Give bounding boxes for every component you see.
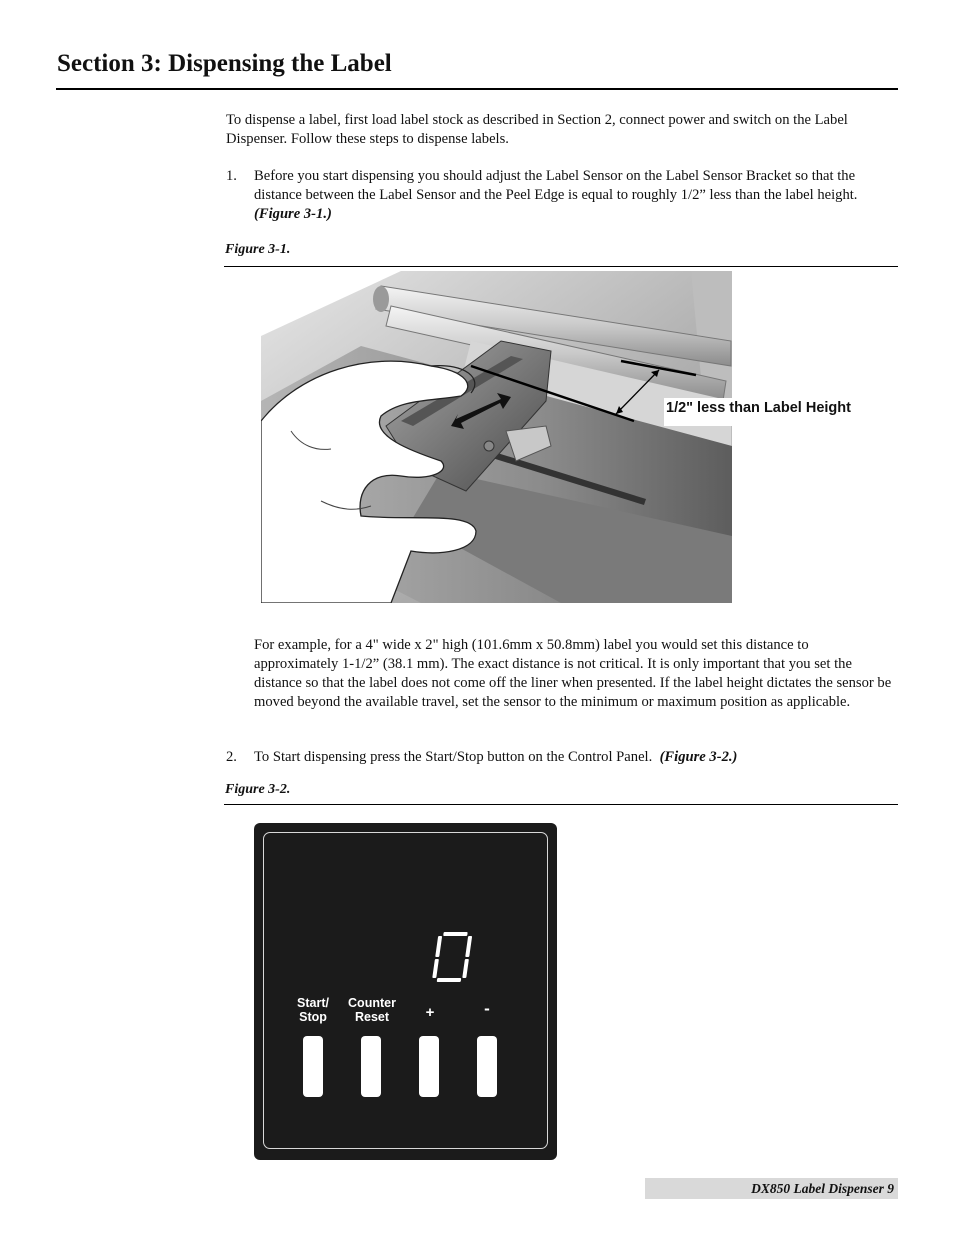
figure-1-rule <box>224 266 898 267</box>
start-stop-label <box>287 996 339 1024</box>
control-panel-bezel <box>263 832 548 1149</box>
plus-button[interactable] <box>419 1036 439 1097</box>
intro-paragraph: To dispense a label, first load label stock as described in Section 2, connect power and switch on the Label Dispenser. Follow these steps to dispense labels. <box>226 112 848 147</box>
counter-reset-label-line2: Reset <box>354 1010 390 1024</box>
minus-button[interactable] <box>477 1036 497 1097</box>
step-2-text <box>254 748 894 767</box>
section-title: Section 3: Dispensing the Label <box>57 50 392 77</box>
title-rule <box>56 88 898 90</box>
figure-1-label: Figure 3-1. <box>225 242 291 257</box>
figure-2-label: Figure 3-2. <box>225 782 291 797</box>
control-panel <box>254 823 557 1160</box>
example-paragraph: For example, for a 4" wide x 2" high (101.6mm x 50.8mm) label you would set this distance to approximately 1-1/2” (38.1 mm). The exact distance is not critical. It is only important that you set the distance so that the label does not come off the liner when presented. If the label height dictates the sensor be moved beyond the available travel, set the sensor to the minimum or maximum position as applicable. <box>254 637 892 710</box>
start-stop-label-line2: Stop <box>299 1010 327 1024</box>
counter-value: 0 <box>430 930 431 931</box>
step-1-text <box>254 167 894 224</box>
plus-label: + <box>425 1004 435 1021</box>
step-1-number: 1. <box>226 168 237 184</box>
counter-reset-label-line1: Counter <box>348 996 396 1010</box>
label-sensor-illustration <box>261 271 732 603</box>
page-footer: DX850 Label Dispenser 9 <box>645 1178 898 1199</box>
step-2-body: To Start dispensing press the Start/Stop button on the Control Panel. <box>254 749 653 765</box>
figure-2-rule <box>224 804 898 805</box>
figure-1-callout: 1/2" less than Label Height <box>664 398 872 426</box>
step-2-number: 2. <box>226 749 237 765</box>
minus-label: - <box>484 999 490 1018</box>
counter-display <box>430 930 476 984</box>
start-stop-label-line1: Start/ <box>297 996 329 1010</box>
counter-reset-button[interactable] <box>361 1036 381 1097</box>
step-1-body: Before you start dispensing you should adjust the Label Sensor on the Label Sensor Bracket so that the distance between the Label Sensor and the Peel Edge is equal to roughly 1/2” less than the label height. <box>254 168 858 203</box>
step-2-figure-ref[interactable]: (Figure 3-2.) <box>659 749 738 765</box>
step-1-figure-ref[interactable]: (Figure 3-1.) <box>254 206 332 222</box>
start-stop-button[interactable] <box>303 1036 323 1097</box>
counter-reset-label <box>343 996 401 1024</box>
